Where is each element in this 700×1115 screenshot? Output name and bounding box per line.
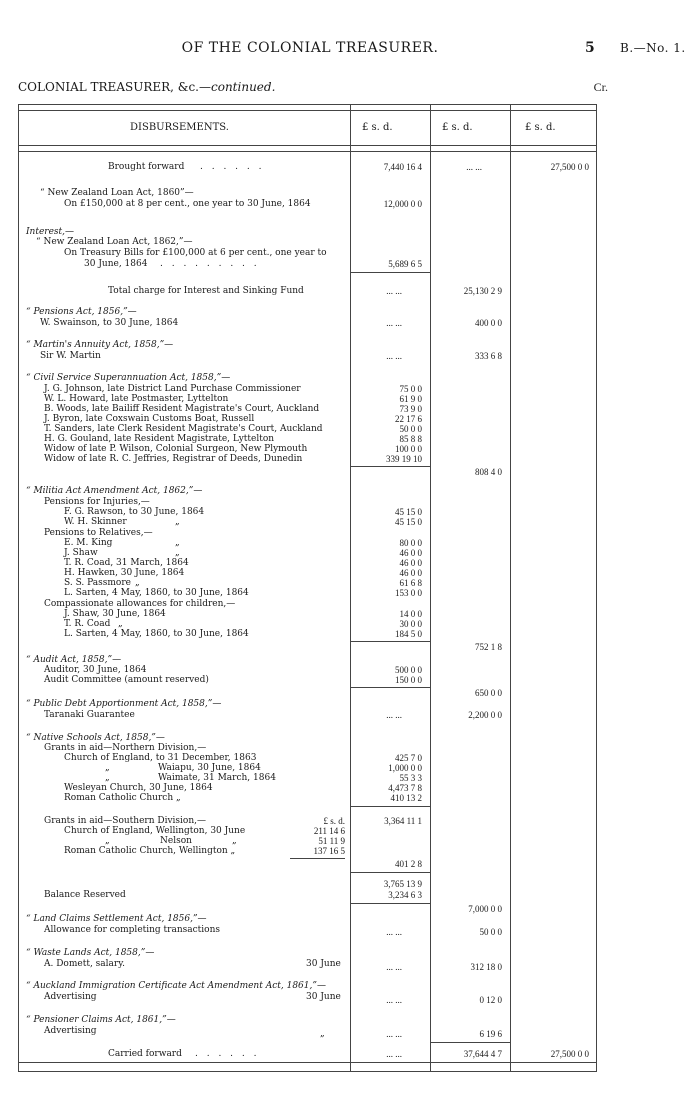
militia-row: E. M. King	[64, 538, 113, 548]
martin-c2: 333 6 8	[475, 351, 502, 361]
taranaki-label: Taranaki Guarantee	[44, 710, 135, 720]
militia-row-c1: 61 6 8	[399, 578, 422, 588]
militia-row-c1: 46 0 0	[399, 548, 422, 558]
section-title-continued: continued.	[211, 80, 276, 94]
auckland-immigration-heading: “ Auckland Immigration Certificate Act Amendment Act, 1861,”—	[26, 981, 326, 991]
ditto-mark: „	[175, 538, 180, 548]
militia-row: T. R. Coad, 31 March, 1864	[64, 558, 189, 568]
pensions-act-heading: “ Pensions Act, 1856,”—	[26, 307, 137, 317]
allowance-label: Allowance for completing transactions	[44, 925, 220, 935]
civil-row-c1: 85 8 8	[399, 434, 422, 444]
section-title: COLONIAL TREASURER, &c.—	[18, 80, 211, 94]
militia-total-c2: 752 1 8	[475, 642, 502, 652]
militia-row-c1: 46 0 0	[399, 568, 422, 578]
sum-rule	[430, 1042, 510, 1043]
ditto-mark: „	[105, 763, 110, 773]
native-row: Waimate, 31 March, 1864	[158, 773, 276, 783]
native-row: Church of England, to 31 December, 1863	[64, 753, 257, 763]
sum-rule	[350, 687, 430, 688]
section-header	[18, 80, 608, 94]
civil-row-c1: 100 0 0	[395, 444, 422, 454]
south-row: Nelson	[160, 836, 192, 846]
civil-row-c1: 22 17 6	[395, 414, 422, 424]
column-3-heading: £ s. d.	[525, 122, 556, 133]
audit-act-heading: “ Audit Act, 1858,”—	[26, 655, 122, 665]
land-claims-heading: “ Land Claims Settlement Act, 1856,”—	[26, 914, 207, 924]
carried-forward-c2: 37,644 4 7	[463, 1049, 502, 1059]
native-sum-c1: 3,765 13 9	[383, 879, 422, 889]
leader-dots: . . . . . .	[195, 1049, 260, 1059]
page-number: 5	[585, 40, 596, 56]
civil-row: W. L. Howard, late Postmaster, Lyttelton	[44, 394, 229, 404]
sum-rule	[350, 641, 430, 642]
nz-loan-1862-heading: “ New Zealand Loan Act, 1862,”—	[36, 237, 193, 247]
leader-dots: . . . . . . . . .	[160, 259, 260, 269]
swainson-label: W. Swainson, to 30 June, 1864	[40, 318, 179, 328]
south-row: Church of England, Wellington, 30 June	[64, 826, 246, 836]
civil-row: H. G. Gouland, late Resident Magistrate, Lyttelton	[44, 434, 275, 444]
advertising-label: Advertising	[44, 992, 97, 1002]
treasury-bills-line2: 30 June, 1864	[84, 259, 148, 269]
credit-marker: Cr.	[593, 80, 608, 94]
civil-row: J. G. Johnson, late District Land Purchase Commissioner	[44, 384, 301, 394]
militia-row: L. Sarten, 4 May, 1860, to 30 June, 1864	[64, 588, 249, 598]
militia-row: L. Sarten, 4 May, 1860, to 30 June, 1864	[64, 629, 249, 639]
nz-loan-1860-c1: 12,000 0 0	[383, 199, 422, 209]
ditto-mark: „	[118, 619, 123, 629]
civil-row: T. Sanders, late Clerk Resident Magistrate's Court, Auckland	[44, 424, 323, 434]
sum-rule	[350, 806, 430, 807]
sum-rule	[350, 872, 430, 873]
militia-row: W. H. Skinner	[64, 517, 127, 527]
interest-heading: Interest,—	[26, 227, 75, 237]
civil-row: B. Woods, late Bailiff Resident Magistrate's Court, Auckland	[44, 404, 320, 414]
militia-row-c1: 80 0 0	[399, 538, 422, 548]
civil-total-c2: 808 4 0	[475, 467, 502, 477]
martin-act-heading: “ Martin's Annuity Act, 1858,”—	[26, 340, 174, 350]
brought-forward-c2: ... ...	[466, 162, 482, 172]
militia-row-c1: 46 0 0	[399, 558, 422, 568]
waste-lands-heading: “ Waste Lands Act, 1858,”—	[26, 948, 155, 958]
south-row: Roman Catholic Church, Wellington „	[64, 846, 236, 856]
inner-column-heading: £ s. d.	[323, 816, 345, 826]
civil-row: Widow of late R. C. Jeffries, Registrar of Deeds, Dunedin	[44, 454, 303, 464]
ditto-mark: „	[105, 836, 110, 846]
total-charge-c2: 25,130 2 9	[463, 286, 502, 296]
brought-forward-label: Brought forward	[108, 162, 185, 172]
civil-row: Widow of late P. Wilson, Colonial Surgeon, New Plymouth	[44, 444, 308, 454]
grants-south-heading: Grants in aid—Southern Division,—	[44, 816, 206, 826]
civil-row-c1: 339 19 10	[386, 454, 422, 464]
running-header	[0, 40, 700, 60]
advertising-date: 30 June	[306, 992, 341, 1002]
advertising-c2: 0 12 0	[479, 995, 502, 1005]
militia-row: J. Shaw, 30 June, 1864	[64, 609, 166, 619]
brought-forward-c3: 27,500 0 0	[550, 162, 589, 172]
nz-loan-1860-heading: “ New Zealand Loan Act, 1860”—	[40, 188, 194, 198]
swainson-c2: 400 0 0	[475, 318, 502, 328]
militia-act-heading: “ Militia Act Amendment Act, 1862,”—	[26, 486, 203, 496]
column-2-heading: £ s. d.	[442, 122, 473, 133]
sum-rule	[350, 903, 430, 904]
advertising-c1: ... ...	[386, 1029, 402, 1039]
civil-service-heading: “ Civil Service Superannuation Act, 1858,”—	[26, 373, 231, 383]
south-row-inner: 51 11 9	[318, 836, 345, 846]
domett-c2: 312 18 0	[470, 962, 502, 972]
ditto-mark: „	[232, 836, 237, 846]
civil-row-c1: 61 9 0	[399, 394, 422, 404]
table-bottom-rule	[18, 1062, 596, 1063]
audit-row-c1: 150 0 0	[395, 675, 422, 685]
civil-row-c1: 50 0 0	[399, 424, 422, 434]
column-divider-3	[510, 105, 511, 1071]
civil-row-c1: 73 9 0	[399, 404, 422, 414]
sum-rule	[290, 858, 345, 859]
brought-forward-c1: 7,440 16 4	[383, 162, 422, 172]
advertising-c1: ... ...	[386, 995, 402, 1005]
swainson-c1: ... ...	[386, 318, 402, 328]
allowance-c1: ... ...	[386, 927, 402, 937]
audit-total-c2: 650 0 0	[475, 688, 502, 698]
martin-c1: ... ...	[386, 351, 402, 361]
militia-row-c1: 14 0 0	[399, 609, 422, 619]
domett-date: 30 June	[306, 959, 341, 969]
advertising-label: Advertising	[44, 1026, 97, 1036]
martin-label: Sir W. Martin	[40, 351, 101, 361]
balance-reserved-label: Balance Reserved	[44, 890, 126, 900]
disbursements-heading: DISBURSEMENTS.	[130, 122, 229, 133]
militia-row: H. Hawken, 30 June, 1864	[64, 568, 185, 578]
native-total-c2: 7,000 0 0	[468, 904, 502, 914]
militia-row-c1: 45 15 0	[395, 517, 422, 527]
militia-row: J. Shaw	[64, 548, 98, 558]
pensioner-claims-heading: “ Pensioner Claims Act, 1861,”—	[26, 1015, 176, 1025]
ditto-mark: „	[135, 578, 140, 588]
south-total-c1: 401 2 8	[395, 859, 422, 869]
treasury-bills-line1: On Treasury Bills for £100,000 at 6 per cent., one year to	[64, 248, 327, 258]
ditto-mark: „	[175, 548, 180, 558]
nz-loan-1860-line: On £150,000 at 8 per cent., one year to 30 June, 1864	[64, 199, 311, 209]
injuries-heading: Pensions for Injuries,—	[44, 497, 150, 507]
balance-reserved-c1: 3,234 6 3	[388, 890, 422, 900]
relatives-heading: Pensions to Relatives,—	[44, 528, 153, 538]
civil-row: J. Byron, late Coxswain Customs Boat, Russell	[44, 414, 255, 424]
ditto-mark: „	[175, 517, 180, 527]
grants-north-heading: Grants in aid—Northern Division,—	[44, 743, 207, 753]
compassionate-heading: Compassionate allowances for children,—	[44, 599, 236, 609]
native-row-c1: 1,000 0 0	[388, 763, 422, 773]
native-row-c1: 410 13 2	[390, 793, 422, 803]
public-debt-heading: “ Public Debt Apportionment Act, 1858,”—	[26, 699, 222, 709]
carried-forward-c3: 27,500 0 0	[550, 1049, 589, 1059]
leader-dots: . . . . . .	[200, 162, 265, 172]
ditto-mark: „	[105, 773, 110, 783]
domett-c1: ... ...	[386, 962, 402, 972]
page-title: OF THE COLONIAL TREASURER.	[181, 40, 439, 56]
column-1-heading: £ s. d.	[362, 122, 393, 133]
native-row-c1: 425 7 0	[395, 753, 422, 763]
carried-forward-label: Carried forward	[108, 1049, 182, 1059]
total-charge-c1: ... ...	[386, 286, 402, 296]
advertising-c2: 6 19 6	[479, 1029, 502, 1039]
native-row: Roman Catholic Church „	[64, 793, 181, 803]
document-reference: B.—No. 1.	[620, 41, 686, 55]
total-charge-label: Total charge for Interest and Sinking Fund	[108, 286, 304, 296]
audit-row: Audit Committee (amount reserved)	[44, 675, 209, 685]
sum-rule	[350, 466, 430, 467]
militia-row-c1: 45 15 0	[395, 507, 422, 517]
native-row: Waiapu, 30 June, 1864	[158, 763, 261, 773]
allowance-c2: 50 0 0	[479, 927, 502, 937]
native-row-c1: 55 3 3	[399, 773, 422, 783]
civil-row-c1: 75 0 0	[399, 384, 422, 394]
south-row-inner: 137 16 5	[313, 846, 345, 856]
militia-row: S. S. Passmore	[64, 578, 131, 588]
militia-row-c1: 30 0 0	[399, 619, 422, 629]
native-schools-heading: “ Native Schools Act, 1858,”—	[26, 733, 165, 743]
taranaki-c1: ... ...	[386, 710, 402, 720]
native-row: Wesleyan Church, 30 June, 1864	[64, 783, 213, 793]
militia-row: T. R. Coad	[64, 619, 111, 629]
treasury-bills-c1: 5,689 6 5	[388, 259, 422, 269]
audit-row-c1: 500 0 0	[395, 665, 422, 675]
south-row-inner: 211 14 6	[313, 826, 345, 836]
audit-row: Auditor, 30 June, 1864	[44, 665, 147, 675]
militia-row-c1: 184 5 0	[395, 629, 422, 639]
militia-row: F. G. Rawson, to 30 June, 1864	[64, 507, 205, 517]
north-total-c1: 3,364 11 1	[384, 816, 422, 826]
native-row-c1: 4,473 7 8	[388, 783, 422, 793]
ditto-mark: „	[320, 1029, 325, 1039]
militia-row-c1: 153 0 0	[395, 588, 422, 598]
domett-label: A. Domett, salary.	[44, 959, 125, 969]
taranaki-c2: 2,200 0 0	[468, 710, 502, 720]
carried-forward-c1: ... ...	[386, 1049, 402, 1059]
sum-rule	[350, 272, 430, 273]
